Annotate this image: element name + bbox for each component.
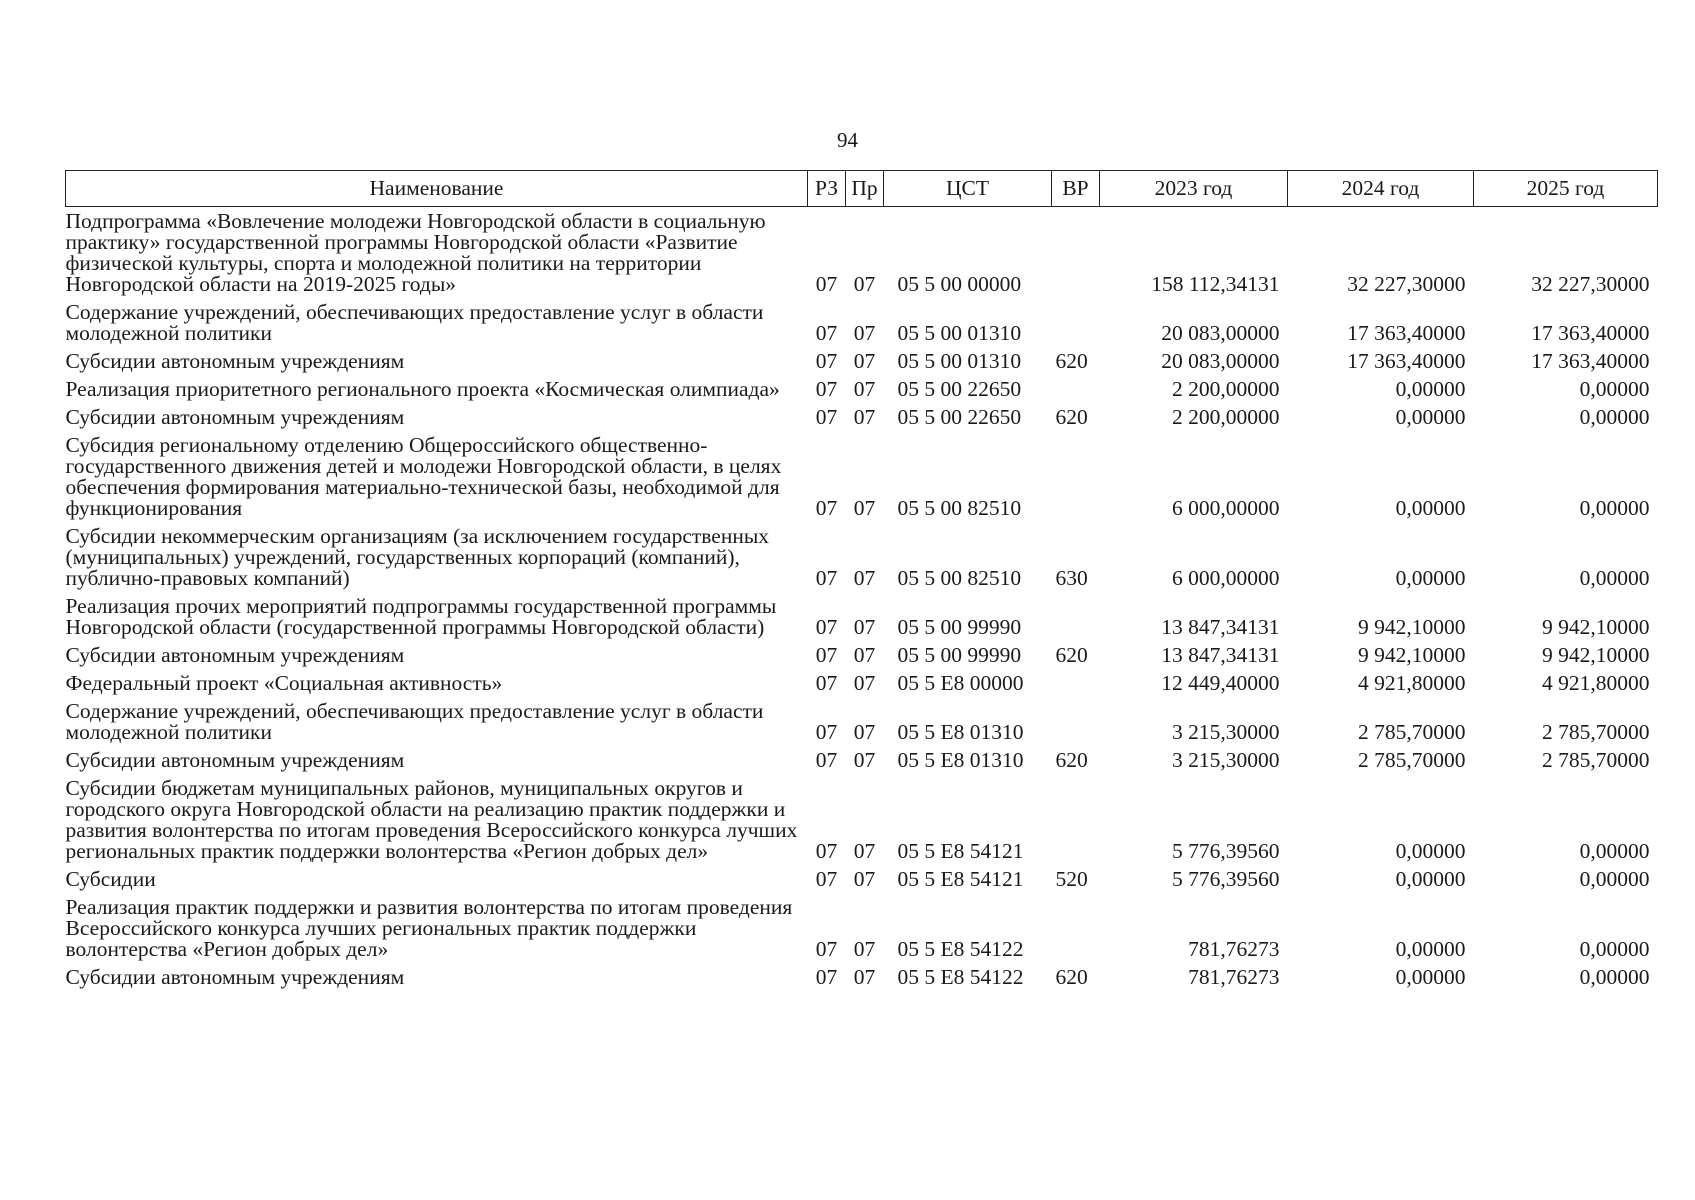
cell-rz: 07 (815, 377, 838, 401)
cell-y2025: 4 921,80000 (1542, 671, 1650, 695)
table-row (66, 869, 1658, 897)
cell-vr: 620 (1055, 965, 1088, 989)
cell-y2024: 0,00000 (1395, 496, 1466, 520)
cell-y2025: 9 942,10000 (1542, 615, 1650, 639)
cell-y2025: 0,00000 (1579, 867, 1650, 891)
cell-y2023: 781,76273 (1188, 937, 1280, 961)
cell-pr: 07 (853, 839, 876, 863)
cell-y2023: 20 083,00000 (1161, 321, 1280, 345)
cell-y2025: 9 942,10000 (1542, 643, 1650, 667)
cell-y2024: 0,00000 (1395, 405, 1466, 429)
cell-y2025: 0,00000 (1579, 405, 1650, 429)
cell-cst: 05 5 00 99990 (897, 643, 1022, 667)
header-2025: 2025 год (1474, 171, 1658, 207)
cell-y2025: 0,00000 (1579, 839, 1650, 863)
cell-rz: 07 (815, 566, 838, 590)
cell-pr: 07 (853, 272, 876, 296)
cell-y2023: 2 200,00000 (1172, 377, 1280, 401)
table-row (66, 673, 1658, 701)
cell-cst: 05 5 E8 00000 (897, 671, 1024, 695)
cell-cst: 05 5 E8 54121 (897, 839, 1024, 863)
cell-name: Реализация приоритетного регионального проекта «Космическая олимпиада» (65, 377, 780, 401)
cell-y2023: 3 215,30000 (1172, 720, 1280, 744)
cell-vr: 620 (1055, 349, 1088, 373)
cell-pr: 07 (853, 643, 876, 667)
cell-rz: 07 (815, 671, 838, 695)
cell-y2024: 2 785,70000 (1358, 748, 1466, 772)
cell-vr: 630 (1055, 566, 1088, 590)
cell-vr (1052, 897, 1100, 967)
cell-cst: 05 5 00 01310 (897, 321, 1022, 345)
cell-pr: 07 (853, 965, 876, 989)
header-cst: ЦСТ (884, 171, 1052, 207)
cell-y2023: 781,76273 (1188, 965, 1280, 989)
cell-cst: 05 5 E8 54121 (897, 867, 1024, 891)
cell-y2023: 12 449,40000 (1161, 671, 1280, 695)
header-2023: 2023 год (1100, 171, 1288, 207)
header-2024: 2024 год (1288, 171, 1474, 207)
cell-y2024: 9 942,10000 (1358, 643, 1466, 667)
cell-y2024: 0,00000 (1395, 867, 1466, 891)
cell-rz: 07 (815, 965, 838, 989)
table-body (66, 207, 1658, 996)
table-row (66, 701, 1658, 750)
cell-rz: 07 (815, 748, 838, 772)
cell-vr (1052, 207, 1100, 303)
page-number: 94 (837, 128, 858, 152)
table-row (66, 897, 1658, 967)
cell-pr: 07 (853, 321, 876, 345)
cell-y2024: 0,00000 (1395, 377, 1466, 401)
table-row (66, 435, 1658, 526)
cell-y2025: 17 363,40000 (1531, 349, 1650, 373)
cell-y2024: 4 921,80000 (1358, 671, 1466, 695)
cell-rz: 07 (815, 937, 838, 961)
cell-pr: 07 (853, 671, 876, 695)
cell-name: Субсидии автономным учреждениям (65, 965, 405, 989)
cell-y2025: 2 785,70000 (1542, 720, 1650, 744)
cell-rz: 07 (815, 615, 838, 639)
cell-vr: 620 (1055, 405, 1088, 429)
cell-y2024: 32 227,30000 (1347, 272, 1466, 296)
cell-y2023: 20 083,00000 (1161, 349, 1280, 373)
cell-name: Федеральный проект «Социальная активность» (65, 671, 503, 695)
table-row (66, 207, 1658, 303)
cell-y2023: 3 215,30000 (1172, 748, 1280, 772)
cell-rz: 07 (815, 272, 838, 296)
header-vr: ВР (1052, 171, 1100, 207)
cell-vr (1052, 701, 1100, 750)
cell-y2024: 0,00000 (1395, 839, 1466, 863)
cell-vr (1052, 778, 1100, 869)
table-row (66, 645, 1658, 673)
budget-table (65, 170, 1658, 995)
cell-name: Подпрограмма «Вовлечение молодежи Новгородской области в социальную практику» государственной программы Новгородской области «Развитие физической культуры, спорта и молодежной политики на территории Новгородской области на 2019-2025 годы» (65, 209, 766, 296)
cell-y2023: 5 776,39560 (1172, 839, 1280, 863)
cell-cst: 05 5 E8 01310 (897, 748, 1024, 772)
cell-name: Содержание учреждений, обеспечивающих предоставление услуг в области молодежной политики (65, 300, 764, 345)
header-row (66, 171, 1658, 207)
header-pr: Пр (846, 171, 884, 207)
cell-y2023: 2 200,00000 (1172, 405, 1280, 429)
cell-y2023: 13 847,34131 (1161, 643, 1280, 667)
cell-name: Субсидии некоммерческим организациям (за исключением государственных (муниципальных) учреждений, государственных корпораций (компаний), публично-правовых компаний) (65, 524, 770, 590)
cell-y2024: 0,00000 (1395, 566, 1466, 590)
cell-vr (1052, 379, 1100, 407)
header-name: Наименование (66, 171, 808, 207)
cell-y2023: 6 000,00000 (1172, 496, 1280, 520)
cell-cst: 05 5 00 82510 (897, 566, 1022, 590)
cell-cst: 05 5 E8 01310 (897, 720, 1024, 744)
cell-y2025: 0,00000 (1579, 377, 1650, 401)
cell-y2025: 2 785,70000 (1542, 748, 1650, 772)
cell-y2024: 0,00000 (1395, 965, 1466, 989)
cell-pr: 07 (853, 615, 876, 639)
cell-cst: 05 5 00 82510 (897, 496, 1022, 520)
cell-y2025: 0,00000 (1579, 937, 1650, 961)
table-row (66, 351, 1658, 379)
cell-cst: 05 5 00 01310 (897, 349, 1022, 373)
cell-name: Субсидии автономным учреждениям (65, 349, 405, 373)
cell-y2025: 0,00000 (1579, 965, 1650, 989)
cell-vr: 520 (1055, 867, 1088, 891)
cell-y2024: 17 363,40000 (1347, 321, 1466, 345)
cell-name: Субсидия региональному отделению Общероссийского общественно-государственного движения детей и молодежи Новгородской области, в целях обеспечения формирования материально-технической базы, необходимой для функционирования (65, 433, 782, 520)
table-row (66, 379, 1658, 407)
cell-name: Субсидии (65, 867, 156, 891)
table-header (66, 171, 1658, 207)
cell-vr (1052, 302, 1100, 351)
table-row (66, 526, 1658, 596)
cell-y2024: 2 785,70000 (1358, 720, 1466, 744)
cell-y2023: 5 776,39560 (1172, 867, 1280, 891)
table-row (66, 302, 1658, 351)
cell-pr: 07 (853, 867, 876, 891)
cell-y2025: 17 363,40000 (1531, 321, 1650, 345)
cell-pr: 07 (853, 405, 876, 429)
cell-pr: 07 (853, 349, 876, 373)
cell-y2023: 158 112,34131 (1151, 272, 1280, 296)
cell-vr (1052, 435, 1100, 526)
cell-y2024: 17 363,40000 (1347, 349, 1466, 373)
table-row (66, 596, 1658, 645)
cell-y2025: 0,00000 (1579, 566, 1650, 590)
cell-cst: 05 5 00 99990 (897, 615, 1022, 639)
table-row (66, 967, 1658, 995)
cell-rz: 07 (815, 405, 838, 429)
cell-cst: 05 5 00 00000 (897, 272, 1022, 296)
cell-rz: 07 (815, 720, 838, 744)
cell-cst: 05 5 00 22650 (897, 377, 1022, 401)
cell-name: Субсидии бюджетам муниципальных районов, муниципальных округов и городского округа Новгородской области на реализацию практик поддержки и развития волонтерства по итогам проведения Всероссийского конкурса лучших региональных практик поддержки волонтерства «Регион добрых дел» (65, 776, 798, 863)
cell-rz: 07 (815, 643, 838, 667)
cell-y2023: 6 000,00000 (1172, 566, 1280, 590)
cell-vr (1052, 596, 1100, 645)
cell-pr: 07 (853, 496, 876, 520)
cell-cst: 05 5 00 22650 (897, 405, 1022, 429)
cell-y2024: 0,00000 (1395, 937, 1466, 961)
cell-name: Субсидии автономным учреждениям (65, 643, 405, 667)
table-row (66, 750, 1658, 778)
cell-rz: 07 (815, 839, 838, 863)
cell-name: Реализация практик поддержки и развития волонтерства по итогам проведения Всероссийского конкурса лучших региональных практик поддержки волонтерства «Регион добрых дел» (65, 895, 793, 961)
cell-y2025: 32 227,30000 (1531, 272, 1650, 296)
cell-rz: 07 (815, 349, 838, 373)
cell-rz: 07 (815, 496, 838, 520)
cell-y2023: 13 847,34131 (1161, 615, 1280, 639)
cell-pr: 07 (853, 566, 876, 590)
cell-vr (1052, 673, 1100, 701)
cell-name: Содержание учреждений, обеспечивающих предоставление услуг в области молодежной политики (65, 699, 764, 744)
header-rz: РЗ (808, 171, 846, 207)
cell-cst: 05 5 E8 54122 (897, 937, 1024, 961)
cell-y2025: 0,00000 (1579, 496, 1650, 520)
table-row (66, 778, 1658, 869)
cell-vr: 620 (1055, 748, 1088, 772)
cell-name: Субсидии автономным учреждениям (65, 748, 405, 772)
cell-vr: 620 (1055, 643, 1088, 667)
cell-pr: 07 (853, 748, 876, 772)
cell-pr: 07 (853, 377, 876, 401)
cell-pr: 07 (853, 937, 876, 961)
cell-name: Реализация прочих мероприятий подпрограммы государственной программы Новгородской области (государственной программы Новгородской области) (65, 594, 777, 639)
cell-cst: 05 5 E8 54122 (897, 965, 1024, 989)
cell-pr: 07 (853, 720, 876, 744)
cell-rz: 07 (815, 867, 838, 891)
cell-y2024: 9 942,10000 (1358, 615, 1466, 639)
cell-rz: 07 (815, 321, 838, 345)
cell-name: Субсидии автономным учреждениям (65, 405, 405, 429)
table-row (66, 407, 1658, 435)
